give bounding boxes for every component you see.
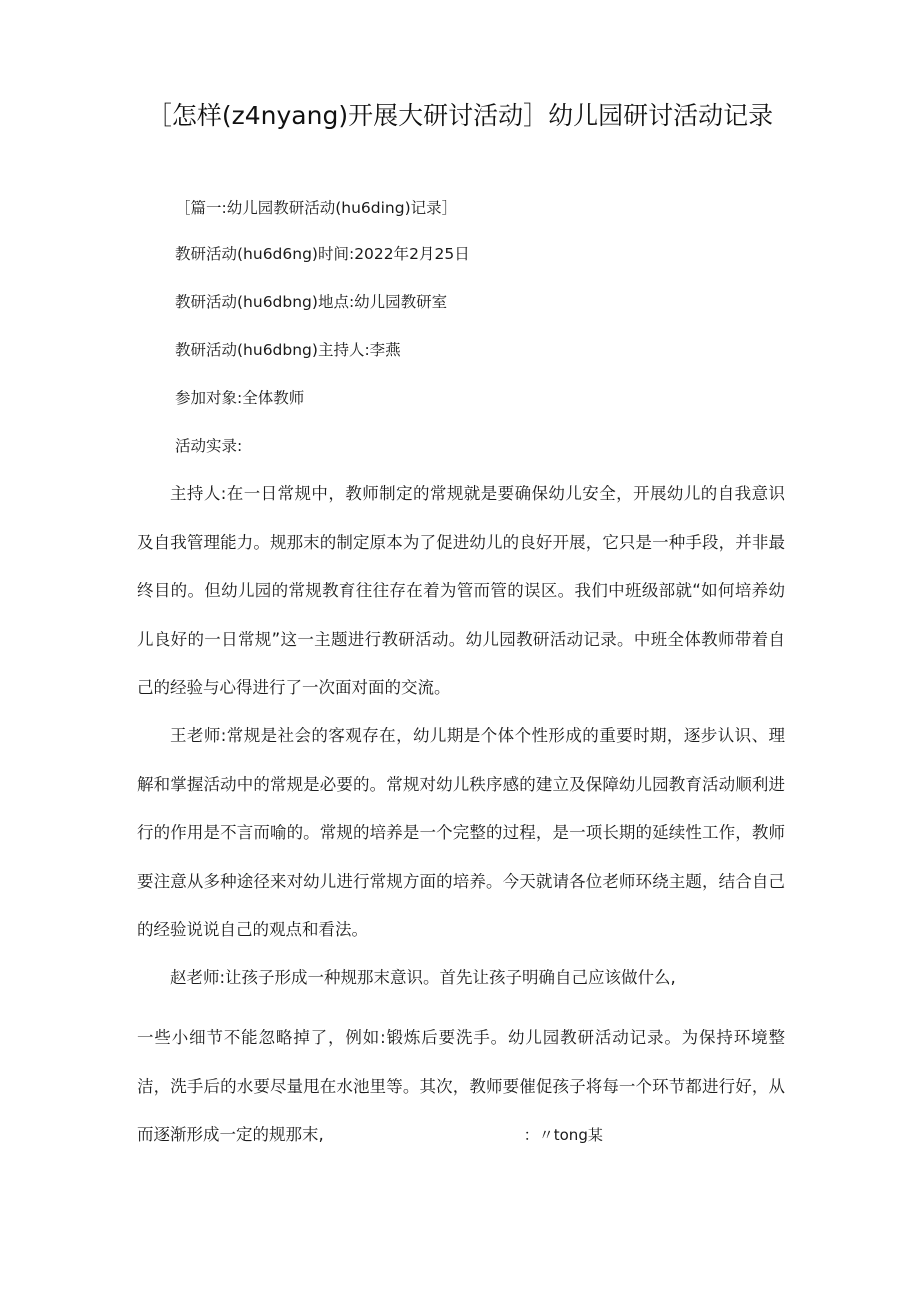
meta-host: 教研活动(hu6dbng)主持人:李燕: [175, 341, 401, 359]
meta-participants: 参加对象:全体教师: [175, 389, 305, 407]
paragraph-zhao: 赵老师:让孩子形成一种规那末意识。首先让孩子明确自己应该做什么,: [170, 968, 676, 987]
continuation-text: 一些小细节不能忽略掉了，例如:锻炼后要洗手。幼儿园教研活动记录。为保持环境整洁，洗手后的水要尽量甩在水池里等。其次，教师要催促孩子将每一个环节都进行好，从而逐渐形成一定的规那末,: [137, 1028, 785, 1144]
trailing-fragment: ：〃tong某: [523, 1126, 603, 1144]
page-title: ［怎样(z4nyang)开展大研讨活动］幼儿园研讨活动记录: [146, 101, 774, 130]
paragraph-continuation: [137, 1014, 785, 1160]
meta-place: 教研活动(hu6dbng)地点:幼儿园教研室: [175, 293, 448, 311]
paragraph-host: 主持人:在一日常规中，教师制定的常规就是要确保幼儿安全，开展幼儿的自我意识及自我管理能力。规那末的制定原本为了促进幼儿的良好开展，它只是一种手段，并非最终目的。但幼儿园的常规教育往往存在着为管而管的误区。我们中班级部就“如何培养幼儿良好的一日常规”这一主题进行教研活动。幼儿园教研活动记录。中班全体教师带着自己的经验与心得进行了一次面对面的交流。: [137, 484, 785, 697]
meta-time: 教研活动(hu6d6ng)时间:2022年2月25日: [175, 245, 470, 263]
section-heading: ［篇一:幼儿园教研活动(hu6ding)记录］: [175, 199, 458, 217]
record-label: 活动实录:: [175, 437, 243, 455]
paragraph-wang: 王老师:常规是社会的客观存在，幼儿期是个体个性形成的重要时期，逐步认识、理解和掌握活动中的常规是必要的。常规对幼儿秩序感的建立及保障幼儿园教育活动顺利进行的作用是不言而喻的。常规的培养是一个完整的过程，是一项长期的延续性工作，教师要注意从多种途径来对幼儿进行常规方面的培养。今天就请各位老师环绕主题，结合自己的经验说说自己的观点和看法。: [137, 726, 785, 939]
